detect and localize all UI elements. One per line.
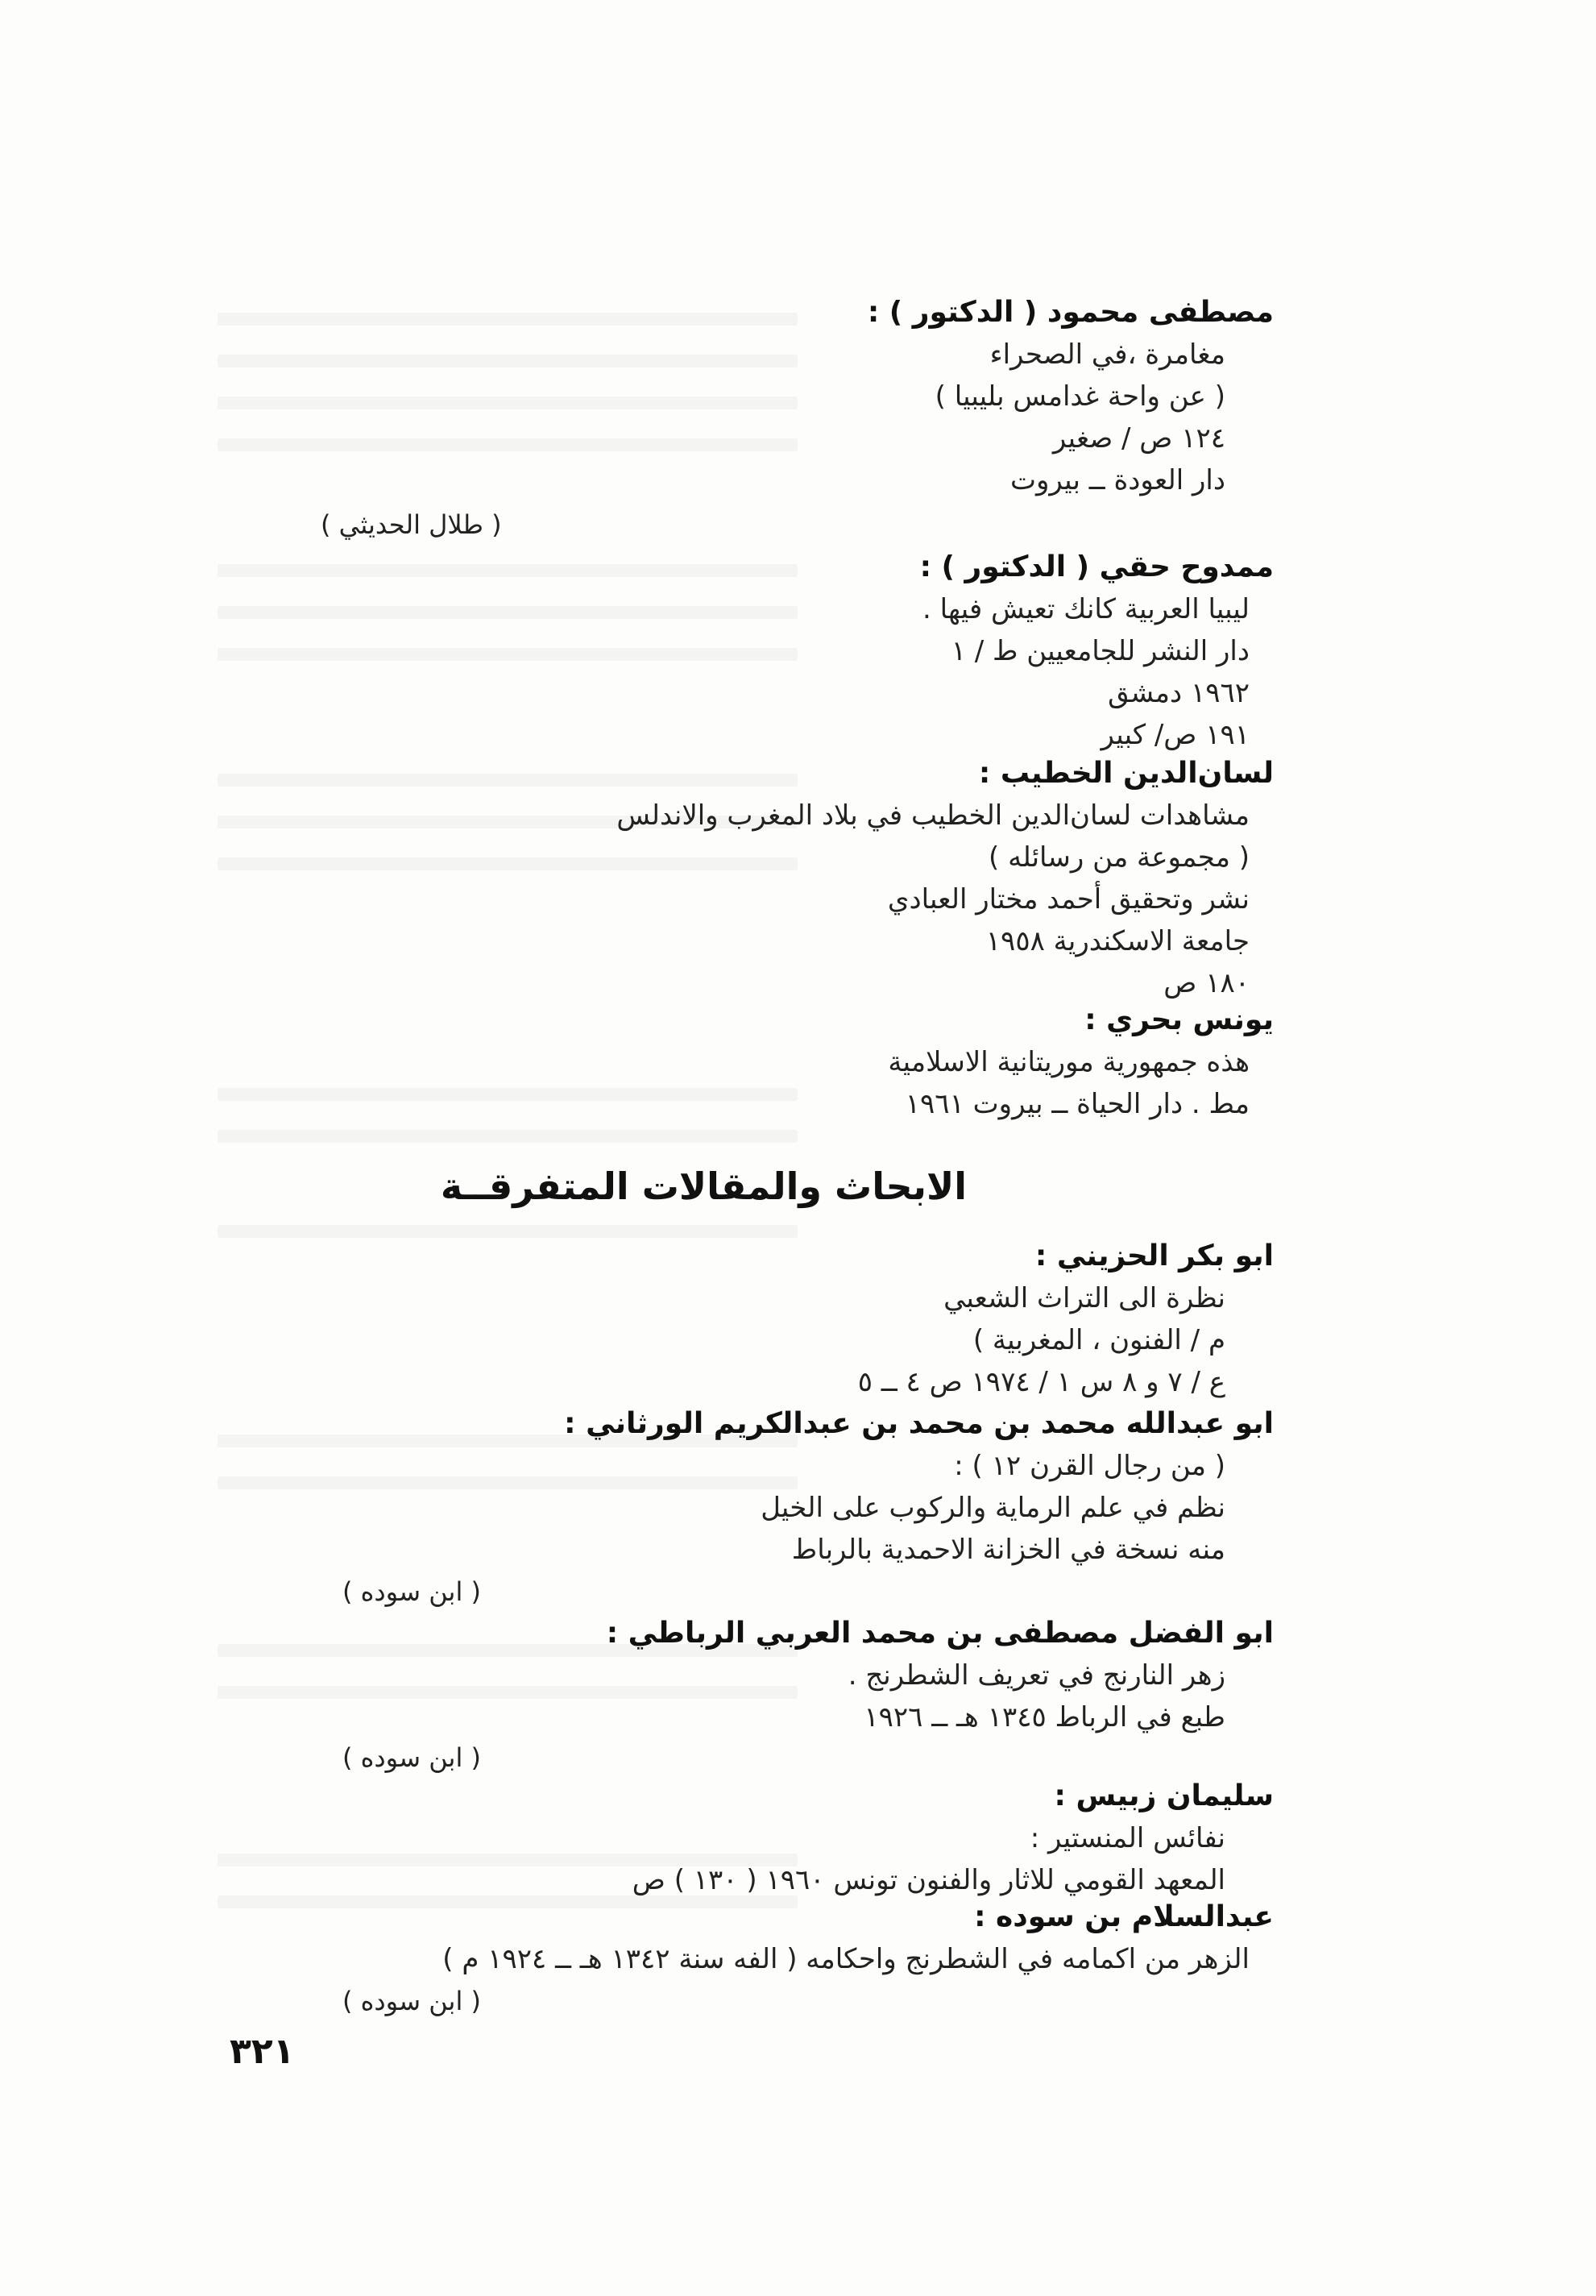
bleed-through-line — [218, 397, 798, 409]
entry-line: ١٩٦٢ دمشق — [1108, 677, 1250, 709]
bleed-through-line — [218, 564, 798, 577]
bleed-through-line — [218, 1130, 798, 1143]
entry-title: نظم في علم الرماية والركوب على الخيل — [761, 1492, 1225, 1524]
entry-line: نشر وتحقيق أحمد مختار العبادي — [887, 883, 1250, 915]
entry-author: سليمان زبيس : — [1054, 1779, 1274, 1812]
entry-title: زهر النارنج في تعريف الشطرنج . — [848, 1659, 1225, 1692]
bleed-through-line — [218, 857, 798, 870]
bleed-through-line — [218, 438, 798, 451]
entry-line: ع / ٧ و ٨ س ١ / ١٩٧٤ ص ٤ ــ ٥ — [857, 1366, 1225, 1398]
entry-line: ١٨٠ ص — [1163, 967, 1250, 999]
entry-line: مط . دار الحياة ــ بيروت ١٩٦١ — [905, 1088, 1250, 1120]
entry-author: ابو عبدالله محمد بن محمد بن عبدالكريم الورثاني : — [564, 1407, 1274, 1440]
bleed-through-line — [218, 1088, 798, 1101]
entry-title: الزهر من اكمامه في الشطرنج واحكامه ( الفه سنة ١٣٤٢ هـ ــ ١٩٢٤ م ) — [442, 1943, 1250, 1975]
entry-title: مشاهدات لسان‌الدين الخطيب في بلاد المغرب والاندلس — [616, 799, 1250, 832]
entry-author: ممدوح حقي ( الدكتور ) : — [919, 550, 1274, 583]
entry-line: ١٢٤ ص / صغير — [1052, 422, 1225, 455]
bleed-through-line — [218, 1686, 798, 1699]
entry-line: منه نسخة في الخزانة الاحمدية بالرباط — [791, 1534, 1225, 1566]
bleed-through-line — [218, 1476, 798, 1489]
entry-line: طبع في الرباط ١٣٤٥ هـ ــ ١٩٢٦ — [864, 1701, 1225, 1733]
bleed-through-line — [218, 774, 798, 787]
entry-author: عبدالسلام بن سوده : — [974, 1900, 1274, 1933]
entry-line: ( عن واحة غدامس بليبيا ) — [935, 380, 1225, 413]
entry-line: ( من رجال القرن ١٢ ) : — [954, 1450, 1225, 1482]
entry-line: جامعة الاسكندرية ١٩٥٨ — [985, 925, 1250, 957]
entry-line: ( مجموعة من رسائله ) — [989, 841, 1250, 874]
entry-title: ليبيا العربية كانك تعيش فيها . — [922, 593, 1250, 625]
entry-contributor-note: ( ابن سوده ) — [342, 1742, 481, 1773]
entry-title: نظرة الى التراث الشعبي — [943, 1282, 1225, 1314]
entry-contributor-note: ( طلال الحديثي ) — [321, 509, 502, 540]
page-number: ٣٢١ — [230, 2031, 295, 2072]
entry-contributor-note: ( ابن سوده ) — [342, 1986, 481, 2016]
entry-title: نفائس المنستير : — [1030, 1822, 1225, 1854]
entry-author: ابو الفضل مصطفى بن محمد العربي الرباطي : — [606, 1617, 1274, 1650]
entry-title: هذه جمهورية موريتانية الاسلامية — [888, 1046, 1250, 1078]
section-heading: الابحاث والمقالات المتفرقــة — [440, 1165, 967, 1208]
entry-line: ١٩١ ص/ كبير — [1101, 719, 1250, 751]
entry-author: ابو بكر الحزيني : — [1034, 1239, 1274, 1273]
entry-author: لسان‌الدين الخطيب : — [978, 757, 1274, 790]
bleed-through-line — [218, 1225, 798, 1238]
entry-line: م / الفنون ، المغربية ) — [972, 1324, 1225, 1356]
entry-author: مصطفى محمود ( الدكتور ) : — [867, 296, 1274, 329]
entry-title: مغامرة ،في الصحراء — [989, 338, 1225, 371]
bleed-through-line — [218, 313, 798, 326]
entry-line: المعهد القومي للاثار والفنون تونس ١٩٦٠ ( ١٣٠ ) ص — [632, 1864, 1225, 1896]
bleed-through-line — [218, 648, 798, 661]
entry-author: يونس بحري : — [1084, 1003, 1274, 1036]
bleed-through-line — [218, 355, 798, 367]
entry-line: دار العودة ــ بيروت — [1010, 464, 1225, 496]
entry-contributor-note: ( ابن سوده ) — [342, 1576, 481, 1607]
bleed-through-line — [218, 606, 798, 619]
entry-line: دار النشر للجامعيين ط / ١ — [951, 635, 1250, 667]
